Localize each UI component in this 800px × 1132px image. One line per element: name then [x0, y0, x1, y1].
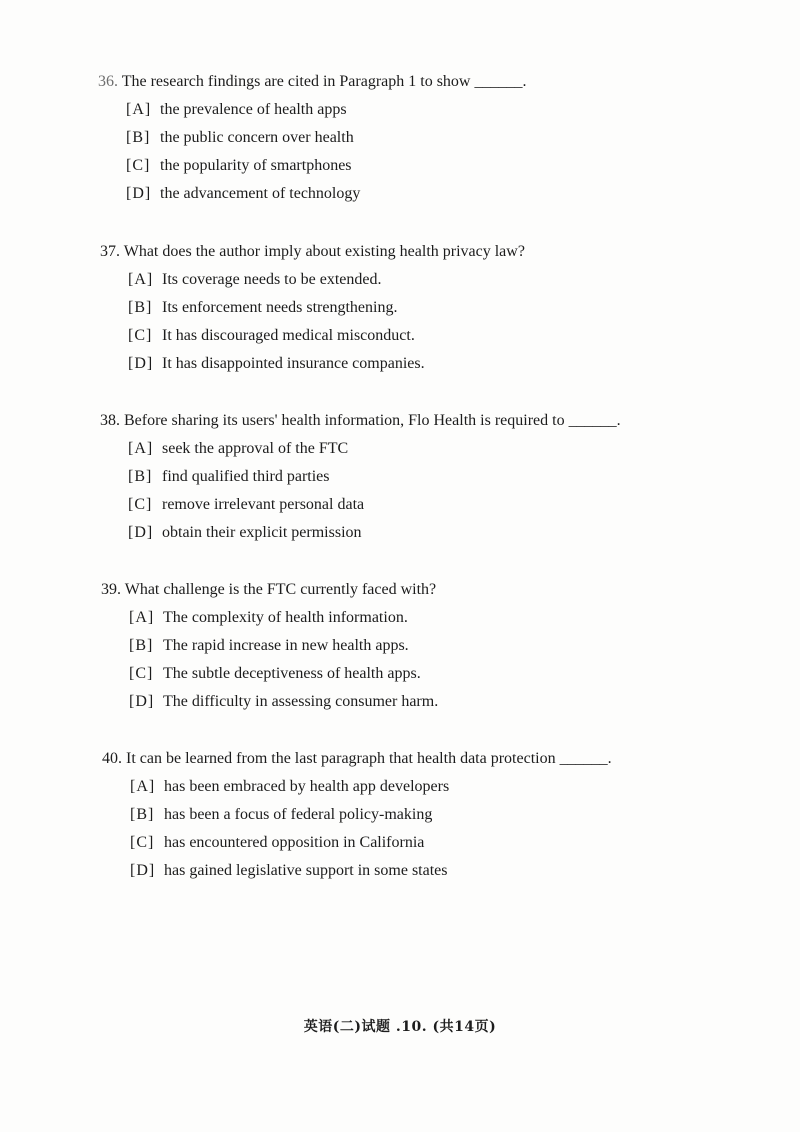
- option-letter: [D]: [130, 862, 156, 879]
- option-letter: [B]: [126, 129, 151, 146]
- option-letter: [C]: [128, 496, 153, 513]
- option-a: [129, 608, 408, 628]
- option-letter: [B]: [130, 806, 155, 823]
- option-letter: [D]: [128, 355, 154, 372]
- option-text: has been embraced by health app developers: [164, 778, 450, 795]
- option-a: [128, 270, 381, 290]
- option-text: the prevalence of health apps: [160, 101, 347, 118]
- option-letter: [C]: [126, 157, 151, 174]
- option-text: Its enforcement needs strengthening.: [162, 299, 398, 316]
- option-text: has gained legislative support in some states: [164, 862, 448, 879]
- option-text: The subtle deceptiveness of health apps.: [163, 665, 421, 682]
- option-c: [130, 833, 424, 853]
- question-stem: [98, 72, 526, 92]
- option-a: [130, 777, 449, 797]
- option-c: [128, 326, 415, 346]
- option-letter: [C]: [128, 327, 153, 344]
- option-text: It has discouraged medical misconduct.: [162, 327, 415, 344]
- option-letter: [C]: [130, 834, 155, 851]
- option-text: Its coverage needs to be extended.: [162, 271, 382, 288]
- option-letter: [A]: [130, 778, 156, 795]
- option-letter: [A]: [128, 440, 154, 457]
- option-letter: [D]: [129, 693, 155, 710]
- question-text: What challenge is the FTC currently faced with?: [124, 581, 437, 598]
- option-text: obtain their explicit permission: [162, 524, 362, 541]
- option-text: seek the approval of the FTC: [162, 440, 349, 457]
- option-letter: [C]: [129, 665, 154, 682]
- option-d: [128, 523, 362, 543]
- option-text: remove irrelevant personal data: [162, 496, 365, 513]
- question-stem: [100, 411, 621, 431]
- option-letter: [A]: [128, 271, 154, 288]
- option-text: The difficulty in assessing consumer harm.: [163, 693, 439, 710]
- option-letter: [B]: [128, 299, 153, 316]
- option-text: find qualified third parties: [162, 468, 330, 485]
- option-c: [126, 156, 352, 176]
- option-letter: [B]: [128, 468, 153, 485]
- option-a: [126, 100, 347, 120]
- question-number: 36.: [98, 73, 118, 90]
- option-b: [128, 298, 397, 318]
- option-d: [130, 861, 448, 881]
- option-letter: [B]: [129, 637, 154, 654]
- option-b: [126, 128, 354, 148]
- option-text: The complexity of health information.: [163, 609, 408, 626]
- option-d: [128, 354, 425, 374]
- question-number: 40.: [102, 750, 122, 767]
- option-text: has encountered opposition in California: [164, 834, 425, 851]
- option-b: [128, 467, 330, 487]
- page-footer: 英语(二)试题 .10. (共14页): [303, 1019, 497, 1035]
- option-d: [126, 184, 360, 204]
- option-c: [129, 664, 421, 684]
- question-number: 39.: [101, 581, 121, 598]
- question-text: Before sharing its users' health information, Flo Health is required to ______.: [124, 412, 621, 429]
- option-letter: [A]: [129, 609, 155, 626]
- question-number: 38.: [100, 412, 120, 429]
- question-stem: [101, 580, 436, 600]
- option-letter: [D]: [126, 185, 152, 202]
- option-text: the popularity of smartphones: [160, 157, 352, 174]
- question-stem: [100, 242, 525, 262]
- option-text: The rapid increase in new health apps.: [163, 637, 409, 654]
- question-text: What does the author imply about existing health privacy law?: [123, 243, 525, 260]
- option-text: the public concern over health: [160, 129, 354, 146]
- option-letter: [A]: [126, 101, 152, 118]
- question-text: The research findings are cited in Paragraph 1 to show ______.: [121, 73, 527, 90]
- question-stem: [102, 749, 612, 769]
- option-d: [129, 692, 438, 712]
- option-a: [128, 439, 348, 459]
- option-b: [130, 805, 432, 825]
- option-b: [129, 636, 409, 656]
- question-text: It can be learned from the last paragraph that health data protection ______.: [126, 750, 612, 767]
- option-text: has been a focus of federal policy-making: [164, 806, 433, 823]
- option-text: the advancement of technology: [160, 185, 361, 202]
- question-number: 37.: [100, 243, 120, 260]
- option-text: It has disappointed insurance companies.: [162, 355, 425, 372]
- option-c: [128, 495, 364, 515]
- option-letter: [D]: [128, 524, 154, 541]
